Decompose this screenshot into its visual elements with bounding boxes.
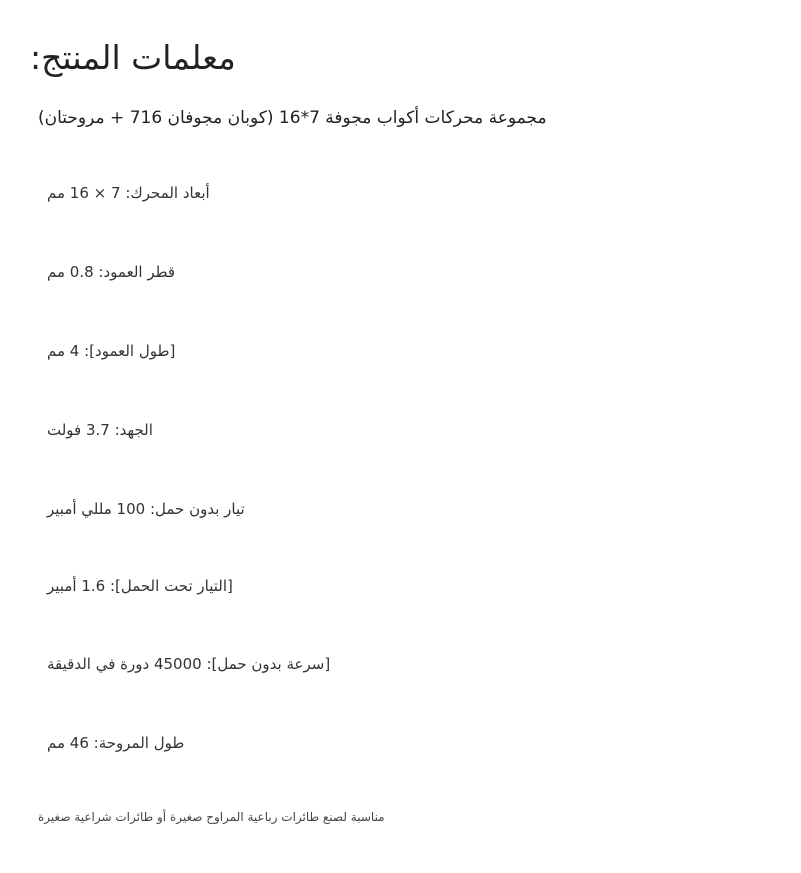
spec-voltage: الجهد: 3.7 فولت <box>47 421 153 439</box>
spec-shaft-diameter: قطر العمود: 0.8 مم <box>47 263 176 281</box>
spec-no-load-speed: [سرعة بدون حمل]: 45000 دورة في الدقيقة <box>47 655 331 673</box>
spec-shaft-length: [طول العمود]: 4 مم <box>47 342 176 360</box>
usage-note: مناسبة لصنع طائرات رباعية المراوح صغيرة أو طائرات شراعية صغيرة <box>38 810 385 824</box>
spec-load-current: [التيار تحت الحمل]: 1.6 أمبير <box>47 577 233 595</box>
page-title: معلمات المنتج: <box>30 38 236 77</box>
spec-propeller-length: طول المروحة: 46 مم <box>47 734 185 752</box>
spec-motor-dimensions: أبعاد المحرك: 7 × 16 مم <box>47 184 210 202</box>
spec-no-load-current: تيار بدون حمل: 100 مللي أمبير <box>47 500 245 518</box>
product-subtitle: مجموعة محركات أكواب مجوفة 7*16 (كوبان مجوفان 716 + مروحتان) <box>38 108 547 128</box>
